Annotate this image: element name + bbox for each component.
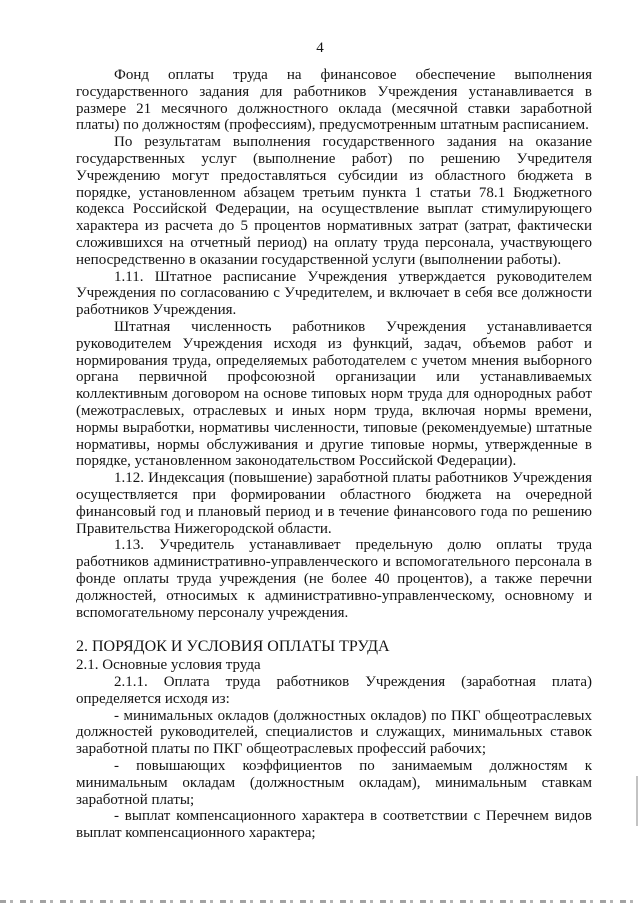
list-item-min-salaries: - минимальных окладов (должностных окладов) по ПКГ общеотраслевых должностей руководителей, специалистов и служащих, минимальных ставок заработной платы по ПКГ общеотраслевых профессий рабочих; [76,707,592,758]
paragraph-wage-fund: Фонд оплаты труда на финансовое обеспечение выполнения государственного задания для работников Учреждения устанавливается в размере 21 месячного должностного оклада (месячной ставки заработной платы) по должностям (профессиям), предусмотренным штатным расписанием. [76,67,592,134]
paragraph-2-1-1: 2.1.1. Оплата труда работников Учреждения (заработная плата) определяется исходя из: [76,674,592,707]
paragraph-subsidies: По результатам выполнения государственного задания на оказание государственных услуг (выполнение работ) по решению Учредителя Учреждению могут предоставляться субсидии из областного бюджета в порядке, установленном абзацем третьим пункта 1 статьи 78.1 Бюджетного кодекса Российской Федерации, на осуществление выплат стимулирующего характера из расчета до 5 процентов нормативных затрат (затрат, фактически сложившихся на отчетный период) на оплату труда персонала, участвующего непосредственно в оказании государственной услуги (выполнении работы). [76,134,592,268]
paragraph-1-11: 1.11. Штатное расписание Учреждения утверждается руководителем Учреждения по согласованию с Учредителем, и включает в себя все должности работников Учреждения. [76,268,592,319]
paragraph-staff-number: Штатная численность работников Учреждения устанавливается руководителем Учреждения исходя из функций, задач, объемов работ и нормирования труда, определяемых работодателем с учетом мнения выборного органа первичной профсоюзной организации или устанавливаемых коллективным договором на основе типовых норм труда для однородных работ (межотраслевых, отраслевых и иных норм труда, включая нормы времени, нормы выработки, нормативы численности, типовые (рекомендуемые) штатные нормативы, нормы обслуживания и другие типовые нормы, утвержденные в порядке, установленном законодательством Российской Федерации). [76,318,592,470]
document-body [76,67,592,842]
paragraph-1-12: 1.12. Индексация (повышение) заработной платы работников Учреждения осуществляется при формировании областного бюджета на очередной финансовый год и плановый период и в течение финансового года по решению Правительства Нижегородской области. [76,470,592,537]
list-item-compensation: - выплат компенсационного характера в соответствии с Перечнем видов выплат компенсационного характера; [76,808,592,842]
scan-artifact-mark [636,776,638,826]
page-number: 4 [316,40,324,56]
scan-edge-artifact [0,900,640,903]
subsection-heading: 2.1. Основные условия труда [76,657,261,674]
list-item-coefficients: - повышающих коэффициентов по занимаемым должностям к минимальным окладам (должностным окладам), минимальным ставкам заработной платы; [76,758,592,808]
paragraph-1-13: 1.13. Учредитель устанавливает предельную долю оплаты труда работников административно-управленческого и вспомогательного персонала в фонде оплаты труда учреждения (не более 40 процентов), а также перечни должностей, относимых к административно-управленческому, основному и вспомогательному персоналу учреждения. [76,537,592,621]
section-heading: 2. ПОРЯДОК И УСЛОВИЯ ОПЛАТЫ ТРУДА [76,638,390,656]
